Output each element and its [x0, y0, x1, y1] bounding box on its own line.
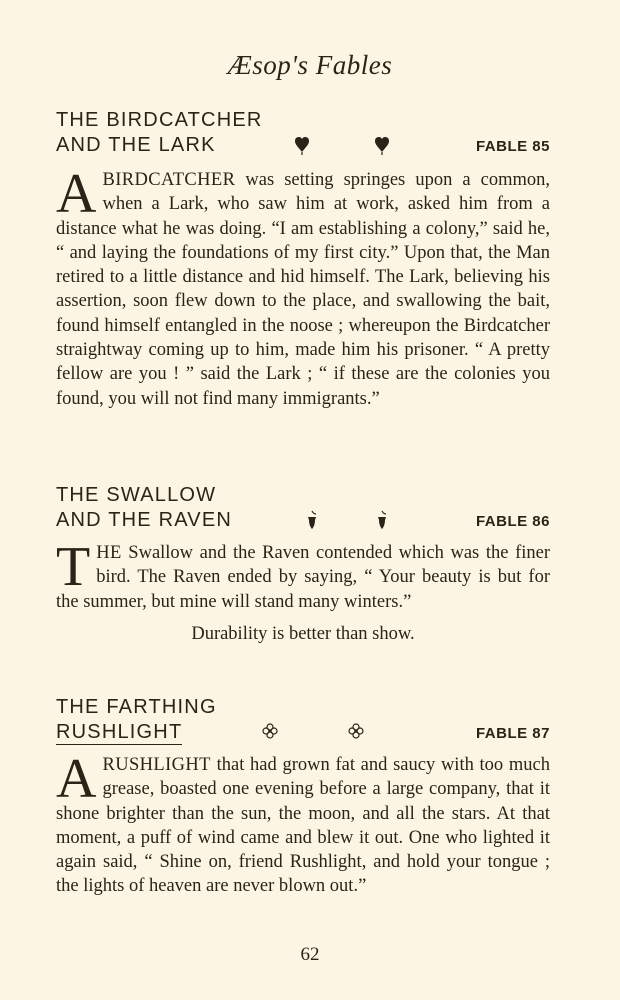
fable-header — [56, 108, 550, 158]
fable-moral: Durability is better than show. — [191, 623, 415, 644]
fable-text: THE Swallow and the Raven contended which was the finer bird. The Raven ended by saying, “ Your beauty is but for the summer, but mine will stand many winters.” — [56, 536, 550, 612]
acorn-ornament-icon — [304, 510, 320, 530]
drop-cap: A — [56, 163, 97, 225]
fable-number: FABLE 87 — [475, 725, 550, 742]
flower-ornament-icon — [262, 722, 278, 742]
fable-title: THE BIRDCATCHER AND THE LARK — [56, 109, 263, 156]
drop-cap: T — [56, 536, 91, 598]
fable-number: FABLE 86 — [475, 513, 550, 530]
fable-number: FABLE 85 — [475, 138, 550, 155]
page-number: 62 — [300, 944, 320, 965]
fable-text: ABIRDCATCHER was setting springes upon a common, when a Lark, who saw him at work, asked him from a distance what he was doing. “I am establishing a colony,” said he, “ and laying the foundations of my first city.” Upon that, the Man retired to a little distance and hid himself. The Lark, believing his assertion, soon flew down to the place, and swallowing the bait, found himself entangled in the noose ; whereupon the Birdcatcher straightway coming up to him, made him his prisoner. “ A pretty fellow are you ! ” said the Lark ; “ if these are the colonies you found, you will not find many immigrants.” — [56, 163, 550, 409]
running-title: Æsop's Fables — [227, 50, 393, 80]
drop-cap: A — [56, 748, 97, 810]
acorn-ornament-icon — [374, 510, 390, 530]
fable-86 — [56, 483, 550, 645]
heart-ornament-icon — [374, 135, 390, 155]
heart-ornament-icon — [294, 135, 310, 155]
flower-ornament-icon — [348, 722, 364, 742]
fable-85 — [56, 108, 550, 411]
fable-text: ARUSHLIGHT that had grown fat and saucy with too much grease, boasted one evening before a large company, that it shone brighter than the sun, the moon, and all the stars. At that moment, a puff of wind came and blew it out. One who lighted it again said, “ Shine on, friend Rushlight, and hold your tongue ; the lights of heaven are never blown out.” — [56, 748, 550, 897]
fable-header — [56, 483, 550, 533]
fable-title: THE FARTHING RUSHLIGHT — [56, 696, 217, 743]
fable-title: THE SWALLOW AND THE RAVEN — [56, 484, 233, 531]
fable-header — [56, 695, 550, 745]
fable-87 — [56, 695, 550, 899]
